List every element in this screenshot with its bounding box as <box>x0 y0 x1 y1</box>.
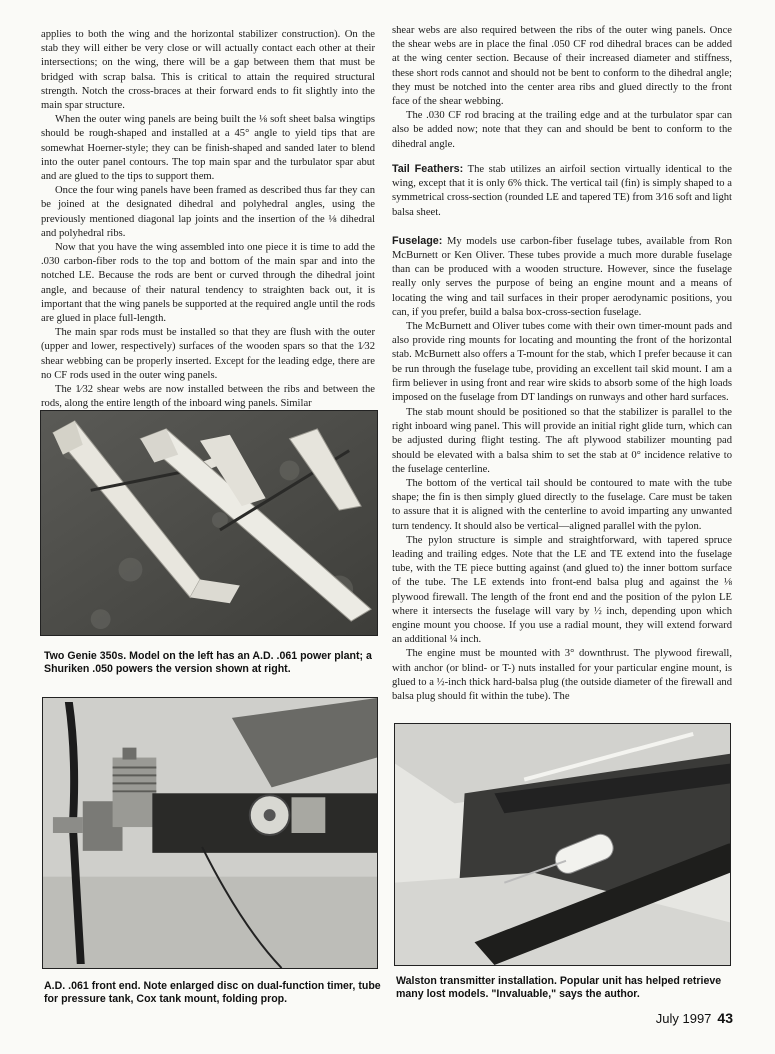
article-column-left <box>41 28 375 411</box>
photo-engine-front-end <box>42 697 378 969</box>
caption-photo-2: A.D. .061 front end. Note enlarged disc on dual-function timer, tube for pressure tank, Cox tank mount, folding prop. <box>44 980 381 1005</box>
paragraph-text: My models use carbon-fiber fuselage tubes, available from Ron McBurnett or Ken Oliver. These tubes provide a much more durable fuselage than can be produced with a wooden structure. However, since the fuselage really only serves the purpose of being an engine mount and a means of locating the wing and tail surfaces in their proper aerodynamic positions, you can, if you prefer, build a balsa box-cross-section fuselage. <box>392 235 732 318</box>
caption-photo-1: Two Genie 350s. Model on the left has an A.D. .061 power plant; a Shuriken .050 powers the version shown at right. <box>44 650 372 675</box>
paragraph: When the outer wing panels are being built the ⅛ soft sheet balsa wingtips should be rough-shaped and installed at a 45° angle to yield tips that are somewhat Hoerner-style; they can be finish-shaped and sanded later to blend into the outer panel contours. The top main spar and the turbulator spar abut and are glued to the tips to support them. <box>41 114 375 183</box>
page-folio <box>656 1010 733 1026</box>
article-column-right-sections <box>392 162 732 405</box>
paragraph: The engine must be mounted with 3° downthrust. The plywood firewall, with anchor (or blind- or T-) nuts installed for your particular engine mount, is glued to a ½-inch thick hard-balsa plug (the outside diameter of the firewall and balsa plug should fit within the tube). The <box>392 648 732 703</box>
paragraph: The pylon structure is simple and straightforward, with tapered spruce leading and trailing edges. Note that the LE and TE extend into the fuselage tube, with the TE piece butting against (and glued to) the inner bottom surface of the tube. The LE extends into front-end balsa plug and against the ⅛ plywood firewall. The length of the front end and the position of the pylon LE where it intersects the fuselage will vary by ½ inch, depending upon which engine mount you choose. If you use a radial mount, they will extend forward an additional ¼ inch. <box>392 534 732 646</box>
photo-two-models <box>40 410 378 636</box>
paragraph: The 1⁄32 shear webs are now installed between the ribs and between the rods, along the entire length of the inboard wing panels. Similar <box>41 384 375 410</box>
paragraph: The bottom of the vertical tail should be contoured to mate with the tube shape; the fin is then simply glued directly to the fuselage. Care must be taken to assure that it is aligned with the centerline to avoid imparting any unwanted turn tendency. It should also be vertical—aligned parallel with the pylon. <box>392 478 732 532</box>
paragraph: The McBurnett and Oliver tubes come with their own timer-mount pads and also provide ring mounts for locating and mounting the front of the horizontal stab. McBurnett also offers a T-mount for the stab, which I prefer because it can be run through the fuselage tube, providing an excellent tail skid mount. I am a firm believer in using front and rear wire skids to absorb some of the high loads imposed on the fuselage from DT landings on runways and other hard surfaces. <box>392 321 732 404</box>
article-column-right-middle <box>392 406 732 704</box>
paragraph: The main spar rods must be installed so that they are flush with the outer (upper and lower, respectively) surfaces of the wooden spars so that the 1⁄32 shear webbing can be properly inserted. Except for the leading edge, there are no CF rods used in the outer wing panels. <box>41 327 375 381</box>
run-in-head: Fuselage: <box>392 234 443 247</box>
caption-photo-3: Walston transmitter installation. Popular unit has helped retrieve many lost models. "Invaluable," says the author. <box>396 975 722 1000</box>
paragraph: Once the four wing panels have been framed as described thus far they can be joined at the designated dihedral and polyhedral angles, using the previously mentioned diagonal lap joints and the insertion of the ⅛ dihedral and polyhedral ribs. <box>41 185 375 239</box>
tail-feathers-paragraph <box>392 162 732 220</box>
fuselage-paragraph <box>392 234 732 320</box>
page-number: 43 <box>717 1010 733 1026</box>
paragraph: The stab mount should be positioned so that the stabilizer is parallel to the right inboard wing panel. This will provide an initial right glide turn, which can be adjusted during flight testing. The aft plywood stabilizer mounting pad should be elevated with a balsa shim to set the stab at 0° incidence relative to the fuselage centerline. <box>392 407 732 475</box>
paragraph: applies to both the wing and the horizontal stabilizer construction). On the stab they will either be very close or will actually contact each other at their intersections; on the wing, there will be a gap between them that must be bridged with scrap balsa. This is critical to attain the required structural strength. Notch the cross-braces at their forward ends to fit slightly into the main spar structure. <box>41 29 375 112</box>
article-column-right-top <box>392 24 732 152</box>
paragraph: Now that you have the wing assembled into one piece it is time to add the .030 carbon-fiber rods to the top and bottom of the main spar and into the notched LE. Because the rods are bent or curved through the dihedral joint angle, and because of their natural tendency to straighten back out, it is important that the wing panels be supported at the required angle until the rods are glued in place full-length. <box>41 242 375 325</box>
paragraph: The .030 CF rod bracing at the trailing edge and at the turbulator spar can also be added now; note that they can and should be bent to conform to the dihedral angle. <box>392 110 732 150</box>
paragraph: shear webs are also required between the ribs of the outer wing panels. Once the shear webs are in place the final .050 CF rod dihedral braces can be added at the wing center section. Because of their increased diameter and stiffness, these short rods cannot and should not be bent to conform to the dihedral angle; they must be notched into the center area ribs and glued directly to the front face of the shear webbing. <box>392 25 732 108</box>
run-in-head: Tail Feathers: <box>392 163 464 175</box>
issue-date: July 1997 <box>655 1011 712 1026</box>
photo-transmitter-installation <box>394 723 731 966</box>
paragraph-text: The stab utilizes an airfoil section virtually identical to the wing, except that it is only 6% thick. The vertical tail (fin) is simply shaped to a symmetrical cross-section (rounded LE and tapered TE) from 3⁄16 soft and light balsa sheet. <box>392 164 732 218</box>
